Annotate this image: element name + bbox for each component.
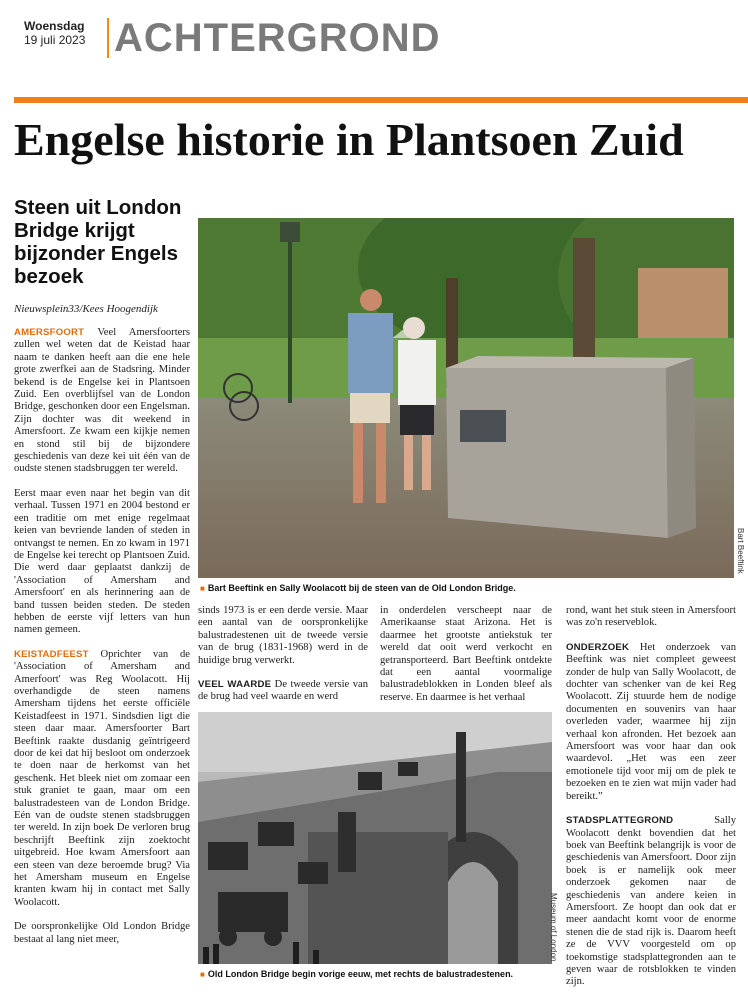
caption-text: Bart Beeftink en Sally Woolacott bij de steen van de Old London Bridge. <box>207 583 516 593</box>
paragraph: in onderdelen verscheept naar de Amerikaanse staat Arizona. Het is daarmee het grootste antiekstuk ter wereld dat ooit werd verkocht en getransporteerd. Bart Beeftink ontdekte dat een aantal voormalige balustradeblokken in Londen bleef als reserve. En daarmee is het verhaal <box>380 605 552 703</box>
kicker: VEEL WAARDE <box>198 679 272 691</box>
paragraph-text: Het onderzoek van Beeftink was niet compleet geweest zonder de hulp van Sally Woolacott, de dochter van schenker van de kei Reg Woolacott. Zij stuurde hem de nodige documenten en souvenirs van haar overleden vader, waarmee hij zijn verhaal kon afronden. Het bezoek aan Amersfoort was voor haar dan ook waardevol. „Het was een zeer emotionele tijd voor mij om de plek te bezoeken en te zien wat mijn vader had bereikt.” <box>566 641 736 802</box>
paragraph: sinds 1973 is er een derde versie. Maar een aantal van de oorspronkelijke balustradestenen uit de tweede versie van de brug (1831-1968) werd in de huidige brug verwerkt. <box>198 605 368 666</box>
byline: Nieuwsplein33/Kees Hoogendijk <box>14 303 158 315</box>
text-column-3 <box>380 605 552 716</box>
photo-caption <box>200 969 513 979</box>
text-column-2 <box>198 605 368 716</box>
paragraph-text: Sally Woolacott denkt bovendien dat het boek van Beeftink belangrijk is voor de geschiedenis van Amersfoort. Door zijn boek is er namelijk ook meer onderzoek gekomen naar de geschiedenis van andere keien in Amersfoort. Ze hoopt dan ook dat er meer aandacht komt voor de enorme stenen die de stad rijk is. Daarom heeft ze de VVV voorgesteld om op toekomstige stadsplattegronden aan te geven waar de rotsblokken te vinden zijn. <box>566 815 736 988</box>
weekday: Woensdag <box>24 19 85 33</box>
text-column-1 <box>14 327 190 958</box>
paragraph <box>14 649 190 910</box>
paragraph <box>198 679 368 704</box>
kicker: KEISTADFEEST <box>14 648 89 660</box>
article-headline: Engelse historie in Plantsoen Zuid <box>14 114 684 165</box>
caption-marker-icon: ■ <box>200 970 205 979</box>
text-column-4 <box>566 605 736 1000</box>
paragraph: De oorspronkelijke Old London Bridge bestaat al lang niet meer, <box>14 921 190 945</box>
kicker: AMERSFOORT <box>14 327 85 338</box>
paragraph: Eerst maar even naar het begin van dit verhaal. Tussen 1971 en 2004 bestond er een traditie om met enige regelmaat keien van bevriende landen of steden in ontvangst te nemen. En zo kwam in 1971 de Engelse kei terecht op Plantsoen Zuid. Die werd daar geplaatst dankzij de 'Association of Amersham and Amersfoort' en als herinnering aan de band tussen beiden steden. De steden hebben de eerste vijf letters van hun namen gemeen. <box>14 487 190 636</box>
photo-old-london-bridge <box>198 712 552 964</box>
date-block <box>24 19 85 47</box>
paragraph: rond, want het stuk steen in Amersfoort was zo'n reserveblok. <box>566 605 736 629</box>
paragraph-text: Oprichter van de 'Association of Amersham and Amerfoort' was Reg Woolacott. Hij overhandigde de steen namens Amersham tijdens het eerste officiële Keistadfeest in 1971. Sindsdien ligt die steen daar maar. Amersfoorter Bart Beeftink raakte dusdanig geïntrigeerd door de kei dat hij besloot om onderzoek te doen naar de herkomst van het geschenk. Het bleek niet om zomaar een stuk graniet te gaan, maar om een balustradesteen van de London Bridge. Eén van de oudste stenen stadsbruggen ter wereld. In zijn boek De verloren brug beschrijft Beeftink zijn zoektocht uitgebreid. Hoe kwam Amersfoort aan een steen van deze beroemde brug? Via het Amersham museum en Engelse kranten kwam hij in contact met Sally Woolacott. <box>14 648 190 908</box>
issue-date: 19 juli 2023 <box>24 33 86 47</box>
paragraph-text: Veel Amersfoorters zullen wel weten dat de Keistad haar naam te danken heeft aan die ene hele grote zwerfkei aan de Stadsring. Minder bekend is de Engelse kei in Plantsoen Zuid. Een overblijfsel van de London Bridge, geschonken door een Engelsman. Zijn dochter was dit weekend in Amersfoort. Ze kwam een kijkje nemen en stond stil bij de bijzondere geschiedenis van deze kei uit één van de oudste stenen stadsbruggen ter wereld. <box>14 327 190 475</box>
header-divider <box>107 18 109 58</box>
paragraph <box>566 815 736 989</box>
park-photo-illustration <box>198 218 734 578</box>
bridge-photo-illustration <box>198 712 552 964</box>
kicker: ONDERZOEK <box>566 641 630 653</box>
photo-stone-visitors <box>198 218 734 578</box>
photo-credit: Bart Beeftink <box>736 528 745 574</box>
paragraph-text: De tweede versie van de brug had veel waarde en werd <box>198 679 368 703</box>
kicker: STADSPLATTEGROND <box>566 815 674 827</box>
paragraph <box>14 327 190 476</box>
caption-marker-icon: ■ <box>200 584 205 593</box>
photo-caption <box>200 583 516 593</box>
photo-credit: Museum of London <box>549 893 558 962</box>
section-rule <box>14 97 748 103</box>
section-title: ACHTERGROND <box>114 16 441 60</box>
article-subhead: Steen uit London Bridge krijgt bijzonder Engels bezoek <box>14 196 182 288</box>
paragraph <box>566 642 736 803</box>
caption-text: Old London Bridge begin vorige eeuw, met rechts de balustradestenen. <box>207 969 514 979</box>
